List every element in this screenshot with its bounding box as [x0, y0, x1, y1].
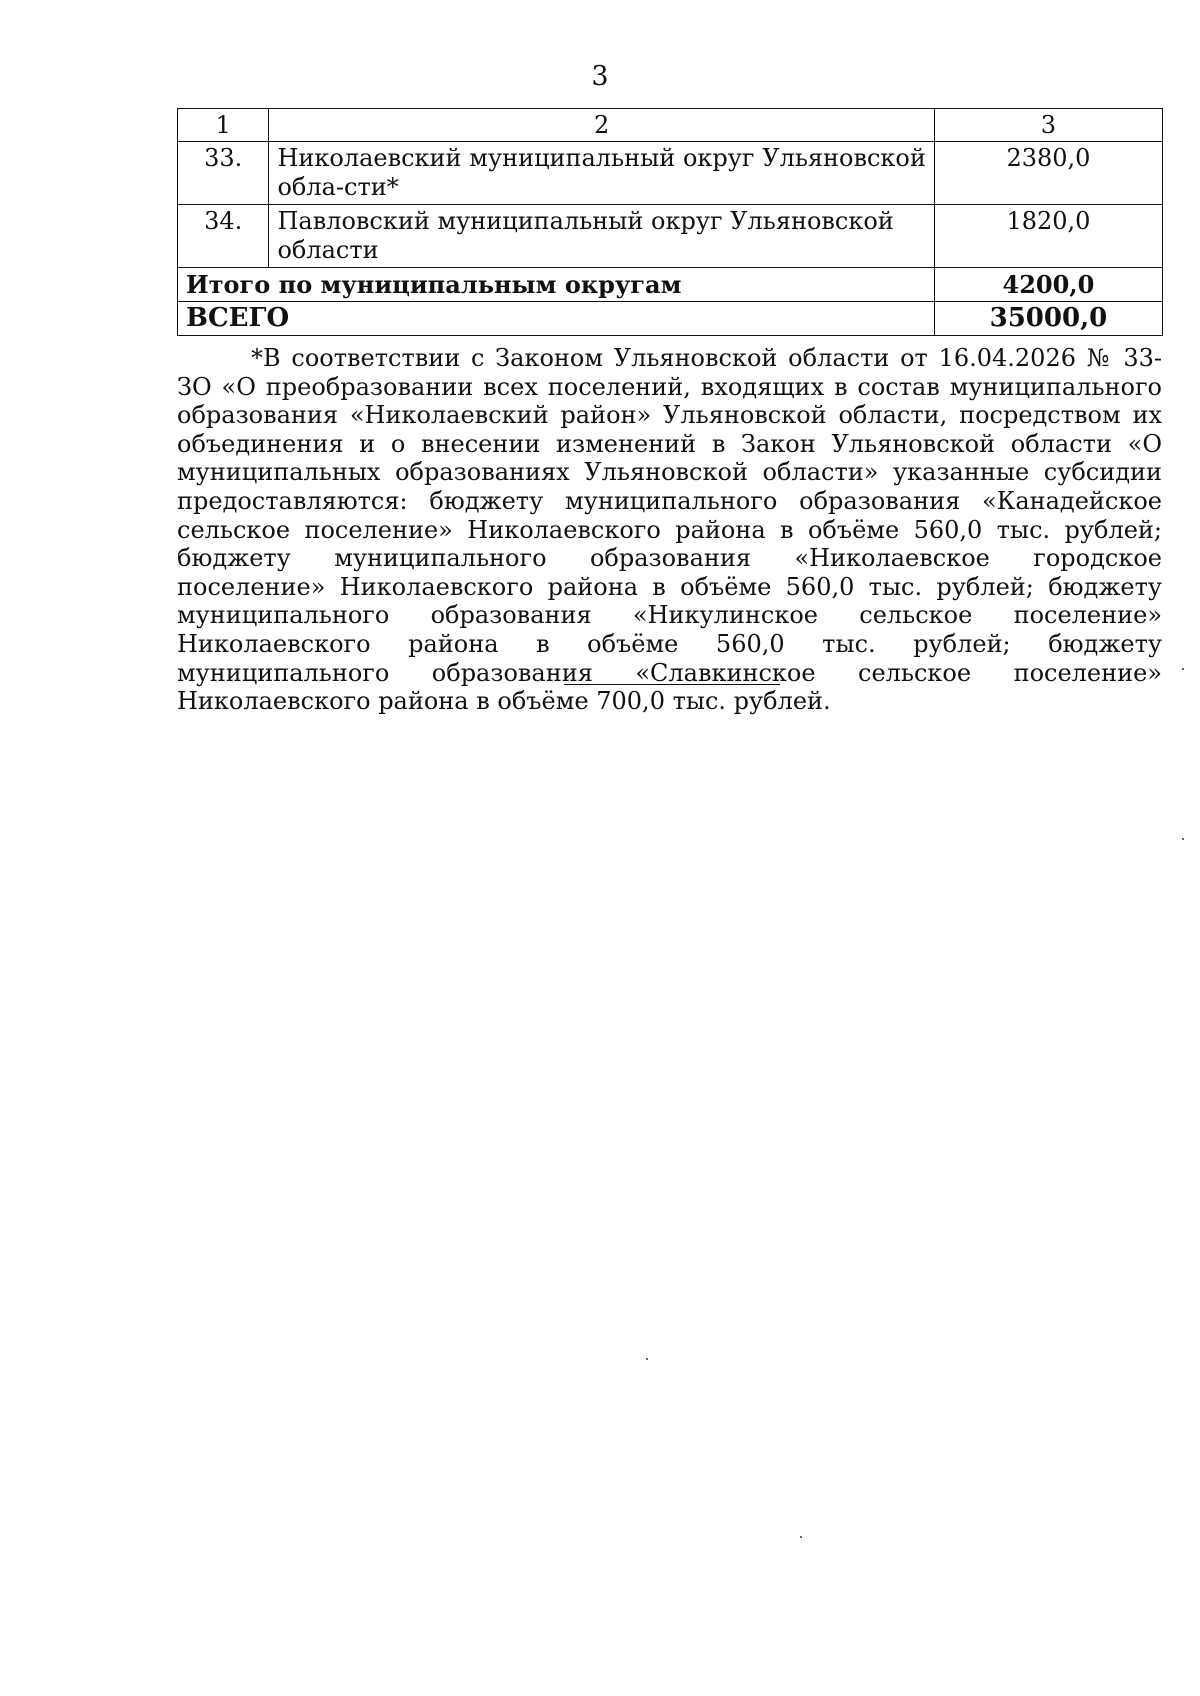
scan-speck	[1182, 668, 1184, 670]
total-row	[178, 302, 1163, 336]
row-number: 33.	[178, 142, 269, 205]
row-name: Николаевский муниципальный округ Ульяновской обла-сти*	[269, 142, 934, 205]
row-value: 1820,0	[934, 205, 1162, 268]
scan-speck	[646, 1358, 648, 1360]
table-header-row	[178, 109, 1163, 142]
row-number: 34.	[178, 205, 269, 268]
total-value: 35000,0	[934, 302, 1162, 336]
footnote: *В соответствии с Законом Ульяновской области от 16.04.2026 № 33-ЗО «О преобразовании всех поселений, входящих в состав муниципального образования «Николаевский район» Ульяновской области, посредством их объединения и о внесении изменений в Закон Ульяновской области «О муниципальных образованиях Ульяновской области» указанные субсидии предоставляются: бюджету муниципального образования «Канадейское сельское поселение» Николаевского района в объёме 560,0 тыс. рублей; бюджету муниципального образования «Николаевское городское поселение» Николаевского района в объёме 560,0 тыс. рублей; бюджету муниципального образования «Никулинское сельское поселение» Николаевского района в объёме 560,0 тыс. рублей; бюджету муниципального образования «Славкинское сельское поселение» Николаевского района в объёме 700,0 тыс. рублей.	[177, 344, 1162, 716]
subtotal-value: 4200,0	[934, 268, 1162, 302]
table-row	[178, 205, 1163, 268]
header-col-3: 3	[934, 109, 1162, 142]
subtotal-row	[178, 268, 1163, 302]
table-row	[178, 142, 1163, 205]
scan-speck	[1182, 838, 1184, 840]
subtotal-label: Итого по муниципальным округам	[178, 268, 935, 302]
row-name: Павловский муниципальный округ Ульяновской области	[269, 205, 934, 268]
total-label: ВСЕГО	[178, 302, 935, 336]
header-col-1: 1	[178, 109, 269, 142]
row-value: 2380,0	[934, 142, 1162, 205]
scan-speck	[800, 1536, 802, 1538]
page-number: 3	[591, 61, 609, 92]
subsidy-table	[177, 108, 1163, 336]
end-divider	[564, 684, 780, 685]
header-col-2: 2	[269, 109, 934, 142]
